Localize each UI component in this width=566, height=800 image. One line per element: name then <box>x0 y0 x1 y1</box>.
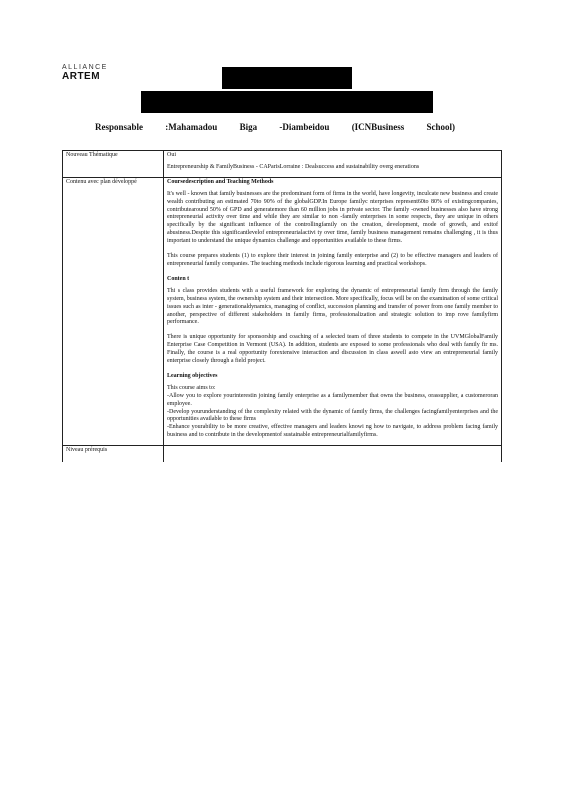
course-description-paragraph-2: This course prepares students (1) to explore their interest in joining family enterprise and (2) to be effective managers and leaders of entrepreneurial family companies. The teaching methods include rigorous learning and practical workshops. <box>167 253 498 267</box>
course-description-paragraph-1: It's well - known that family businesses are the predominant form of firms in the world, have longevity, inculcate new business and create wealth contributing an estimated 70to 90% of the globalGDP.In Europe familyc nterprises represent60to 80% of existingcompanies, contributearound 50% of GPD and generatemore than 60 million jobs in private sector. The family -owned businesses also have strong entrepreneurial activity over time and while they are similar to non -family enterprises in some respects, they are unique in others specifically by the significant influence of the controllingfamily on the creation, development, mode of growth, and exitof abusiness.Despite this significantlevelof entrepreneurialactivi ty over time, family business management remains challenging , it is thus important to understand the unique dynamics challenge and opportunities available to these firms. <box>167 190 498 245</box>
logo-main-text: ARTEM <box>62 71 101 82</box>
table-row-prerequisites <box>63 446 502 463</box>
content-heading: Conten t <box>167 275 190 282</box>
redacted-subtitle-block <box>141 91 433 113</box>
row-content-theme <box>164 151 502 178</box>
theme-answer: Oui <box>167 152 176 158</box>
responsable-last-name: -Diambeidou <box>279 122 330 132</box>
learning-objective-2: -Develop yourunderstanding of the complexity related with the dynamic of family firms, the challenges facingfamilyenterprises and the opportunities available to these firms <box>167 408 498 423</box>
content-paragraph-2: There is unique opportunity for sponsorship and coaching of a selected team of three students to compete in the UVMGlobalFamily Enterprise Case Competition in Vermont (USA). In addition, students are exposed to some professionals who deal with family fir ms. Finally, the course is a real opportunity forextensive interaction and discussion in class aswell asto view an entrepreneurial family enterprise closely through a field project. <box>167 334 498 365</box>
logo-top-text: ALLIANCE <box>62 64 108 71</box>
row-content-prerequisites <box>164 446 502 463</box>
row-label-content: Contenu avec plan développé <box>63 177 164 445</box>
responsable-affiliation: (ICNBusiness <box>351 122 405 132</box>
course-info-table <box>62 150 502 462</box>
theme-title: Entrepreneurship & FamilyBusiness - CAParisLorraine : Dealsuccess and sustainability overg enerations <box>167 163 420 170</box>
learning-objectives-heading: Learning objectives <box>167 372 218 379</box>
responsable-affiliation-end: School) <box>426 122 455 132</box>
course-description-heading: Coursedescription and Teaching Methods <box>167 178 274 185</box>
learning-objectives-intro: This course aims to: <box>167 384 216 391</box>
table-row-theme <box>63 151 502 178</box>
alliance-artem-logo <box>62 64 108 82</box>
learning-objective-3: -Enhance yourability to be more creative, effective managers and leaders knowi ng how to navigate, to address problem facing family business and to contribute in the developmentof sustainable entrepreneurialfamilyfirms. <box>167 424 498 439</box>
content-paragraph-1: Thi s class provides students with a useful framework for exploring the dynamic of entrepreneurial family firm through the family system, business system, the ownership system and their intersection. More specifically, focus will be on the examination of some critical issues such as inter - generationaldynamics, managing of conflict, succession planning and transfer of power from one family member to another, perspective of different stakeholders in family firms, professionalization and strategic solution to imp rove familyfirm performance. <box>167 287 498 326</box>
responsable-middle-name: Biga <box>239 122 258 132</box>
responsable-line <box>95 122 455 132</box>
responsable-first-name: :Mahamadou <box>165 122 218 132</box>
learning-objective-1: -Allow you to explore yourinterestin joining family enterprise as a familymember that owns the business, orassupplier, a customeroran employee. <box>167 392 498 407</box>
row-label-theme: Nouveau Thématique <box>63 151 164 178</box>
row-content-body <box>164 177 502 445</box>
redacted-title-block <box>222 67 352 89</box>
row-label-prerequisites: Niveau prérequis <box>63 446 164 463</box>
responsable-label: Responsable <box>95 122 144 132</box>
table-row-content <box>63 177 502 445</box>
